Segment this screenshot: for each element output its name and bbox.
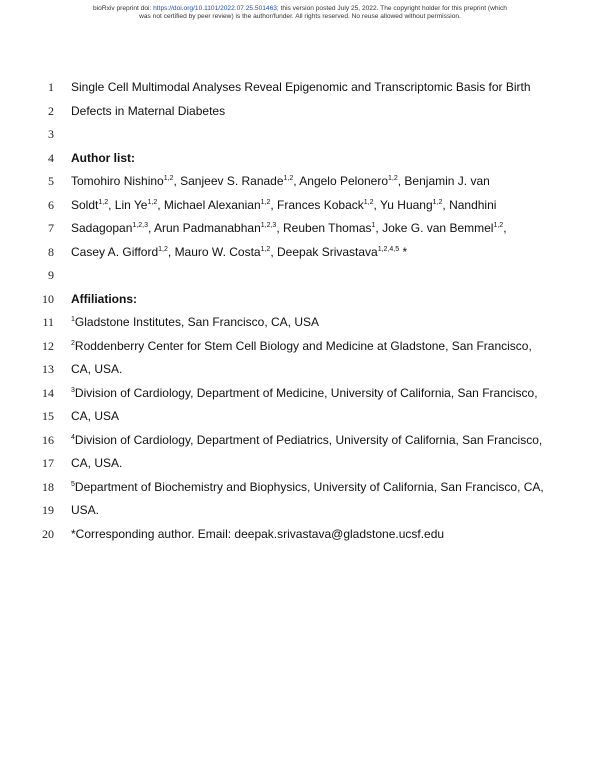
author-name: Angelo Pelonero (299, 174, 389, 188)
affiliations-heading: Affiliations: (71, 291, 137, 306)
author-affiliation: 1,2,3 (260, 222, 277, 229)
author-affiliation: 1,2 (163, 175, 174, 182)
line-number: 15 (42, 409, 54, 423)
header-line-2: was not certified by peer review) is the author/funder. All rights reserved. No reuse allowed without permission. (139, 13, 461, 20)
author-name: Yu Huang (379, 197, 433, 212)
line-14 (0, 382, 600, 406)
line-number: 10 (42, 291, 54, 306)
affiliation-number: 3 (71, 386, 75, 394)
affiliation-text-continued: USA. (71, 503, 100, 517)
author-name: Sanjeev S. Ranade (180, 174, 284, 188)
affiliation-text: Division of Cardiology, Department of Medicine, University of California, San Francisco, (74, 385, 538, 400)
affiliation-2 (71, 335, 532, 359)
affiliation-text: Gladstone Institutes, San Francisco, CA, USA (74, 315, 320, 329)
line-5 (0, 170, 600, 194)
header-line-1 (0, 5, 600, 13)
line-17 (0, 452, 600, 476)
line-7 (0, 217, 600, 241)
author-name: Casey A. Gifford (71, 244, 159, 259)
line-1 (0, 76, 600, 100)
line-16 (0, 429, 600, 453)
author-affiliation: 1,2 (283, 175, 294, 182)
line-number: 3 (48, 127, 54, 141)
author-affiliation: 1,2 (432, 198, 443, 206)
author-name-part: Nandhini (449, 197, 497, 212)
line-13 (0, 358, 600, 382)
corresponding-mark: * (399, 244, 408, 259)
line-number: 19 (42, 503, 54, 517)
author-name: Arun Padmanabhan (154, 221, 261, 235)
header-prefix: bioRxiv preprint doi: (93, 5, 154, 12)
affiliation-text-continued: CA, USA (71, 409, 120, 423)
title-line-1: Single Cell Multimodal Analyses Reveal Epigenomic and Transcriptomic Basis for Birth (71, 80, 531, 94)
preprint-header (0, 5, 600, 21)
affiliation-3 (71, 382, 538, 406)
affiliation-number: 2 (71, 339, 75, 347)
line-number: 2 (48, 103, 54, 118)
line-number: 13 (42, 362, 54, 376)
author-name: Joke G. van Bemmel (382, 221, 494, 235)
line-number: 12 (42, 338, 54, 353)
line-15 (0, 405, 600, 429)
affiliation-number: 4 (71, 433, 75, 441)
author-affiliation: 1 (371, 222, 376, 229)
line-number: 18 (42, 479, 54, 494)
affiliation-5 (71, 476, 544, 500)
affiliation-number: 1 (71, 316, 75, 323)
author-name-part: Sadagopan (71, 221, 133, 235)
author-name: Reuben Thomas (283, 221, 372, 235)
author-affiliation: 1,2,4,5 (377, 245, 400, 253)
line-number: 20 (42, 526, 54, 541)
line-6 (0, 194, 600, 218)
affiliation-1 (71, 311, 319, 335)
line-number: 17 (42, 456, 54, 470)
author-name-part: Benjamin J. van (404, 174, 490, 188)
author-name: Deepak Srivastava (277, 244, 378, 259)
affiliation-4 (71, 429, 542, 453)
line-11 (0, 311, 600, 335)
manuscript-body (0, 76, 600, 546)
line-4 (0, 147, 600, 171)
affiliation-text: Division of Cardiology, Department of Pediatrics, University of California, San Francisco, (74, 432, 543, 447)
author-affiliation: 1,2 (260, 245, 271, 253)
line-number: 4 (48, 150, 54, 165)
author-list-heading: Author list: (71, 150, 135, 165)
line-20 (0, 523, 600, 547)
doi-link[interactable]: https://doi.org/10.1101/2022.07.25.501463 (153, 5, 277, 12)
author-affiliation: 1,2 (260, 198, 271, 206)
authors-line-4: Casey A. Gifford$^{1,2}$, Mauro W. Costa$^{1,2}$, Deepak Srivastava$^{1,2,4,5}$ * (71, 244, 408, 259)
line-19 (0, 499, 600, 523)
line-number: 7 (48, 221, 54, 235)
line-number: 1 (48, 80, 54, 94)
author-name: Mauro W. Costa (174, 244, 261, 259)
affiliation-text-continued: CA, USA. (71, 456, 123, 470)
line-18 (0, 476, 600, 500)
author-affiliation: 1,2 (493, 222, 504, 229)
author-affiliation: 1,2 (147, 198, 158, 206)
affiliation-text-continued: CA, USA. (71, 362, 123, 376)
line-number: 9 (48, 268, 54, 282)
author-name: Frances Koback (277, 197, 364, 212)
authors-line-3: Sadagopan$^{1,2,3}$, Arun Padmanabhan$^{1,2,3}$, Reuben Thomas$^1$, Joke G. van Bemmel$^{1,2}$, (71, 221, 507, 235)
line-number: 14 (42, 385, 54, 400)
line-number: 11 (42, 315, 54, 329)
author-affiliation: 1,2 (363, 198, 374, 206)
author-affiliation: 1,2,3 (132, 222, 148, 229)
line-number: 8 (48, 244, 54, 259)
line-number: 16 (42, 432, 54, 447)
author-name: Lin Ye (114, 197, 148, 212)
affiliation-text: Department of Biochemistry and Biophysics, University of California, San Francisco, CA, (74, 479, 544, 494)
line-3 (0, 123, 600, 147)
affiliation-text: Roddenberry Center for Stem Cell Biology and Medicine at Gladstone, San Francisco, (74, 338, 532, 353)
header-suffix: ; this version posted July 25, 2022. The copyright holder for this preprint (which (276, 5, 507, 12)
line-2 (0, 100, 600, 124)
corresponding-author: *Corresponding author. Email: deepak.srivastava@gladstone.ucsf.edu (71, 526, 445, 541)
title-line-2: Defects in Maternal Diabetes (71, 103, 226, 118)
author-name: Michael Alexanian (163, 197, 261, 212)
line-9 (0, 264, 600, 288)
line-12 (0, 335, 600, 359)
line-10 (0, 288, 600, 312)
line-number: 5 (48, 174, 54, 188)
author-affiliation: 1,2 (158, 245, 168, 253)
author-affiliation: 1,2 (388, 175, 398, 182)
authors-line-1: Tomohiro Nishino$^{1,2}$, Sanjeev S. Ranade$^{1,2}$, Angelo Pelonero$^{1,2}$, Benjamin J. van (71, 174, 490, 188)
author-affiliation: 1,2 (98, 198, 109, 206)
authors-line-2: Soldt$^{1,2}$, Lin Ye$^{1,2}$, Michael Alexanian$^{1,2}$, Frances Koback$^{1,2}$, Yu Huang$^{1,2}$, Nandhini (71, 197, 497, 212)
author-name-part: Soldt (71, 197, 99, 212)
line-number: 6 (48, 197, 54, 212)
affiliation-number: 5 (71, 480, 75, 488)
line-8 (0, 241, 600, 265)
author-name: Tomohiro Nishino (71, 174, 164, 188)
